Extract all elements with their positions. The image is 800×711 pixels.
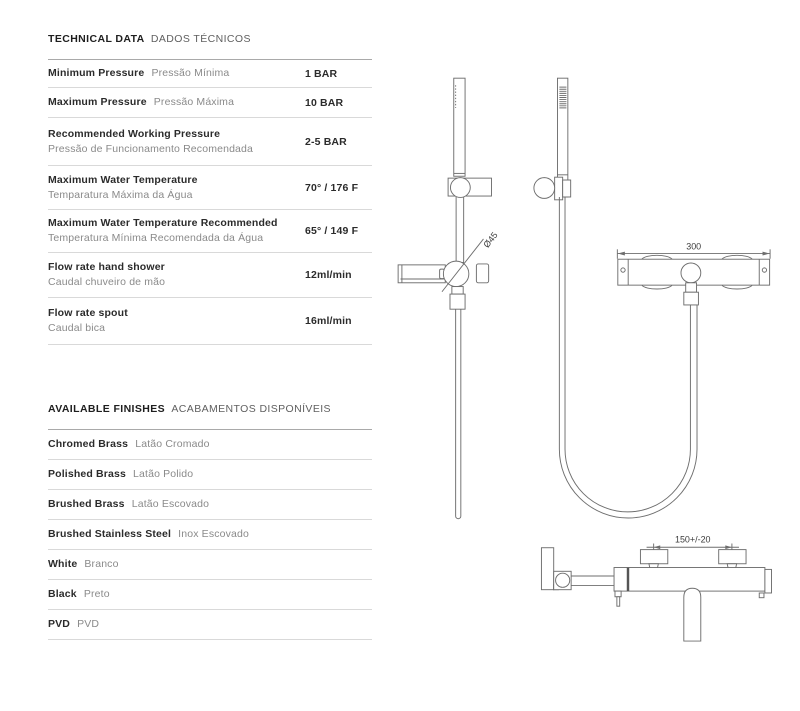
row-label: [48, 617, 372, 632]
drawing-bar-valve-side: [541, 535, 771, 642]
finish-name-pt: Inox Escovado: [178, 528, 249, 541]
row-label-pt: Caudal bica: [48, 322, 106, 334]
row-label: [48, 260, 305, 289]
row-label: [48, 527, 372, 542]
row-value: 2-5 BAR: [305, 135, 347, 148]
technical-data-rows: [48, 60, 372, 345]
table-row: [48, 88, 372, 118]
table-row: [48, 490, 372, 520]
row-label-pt: Pressão Mínima: [151, 67, 230, 80]
table-row: [48, 166, 372, 210]
holder-bracket: [563, 180, 571, 197]
row-label-en: Minimum Pressure: [48, 67, 145, 80]
holder-bracket: [555, 177, 563, 200]
spout: [684, 588, 701, 641]
row-label-en: Flow rate spout: [48, 307, 128, 320]
hose-connector: [684, 292, 699, 305]
row-value: 70° / 176 F: [305, 181, 359, 194]
available-finishes-header: [48, 403, 372, 430]
finish-name-pt: Latão Cromado: [135, 438, 210, 451]
row-value: 12ml/min: [305, 269, 352, 281]
row-label: [48, 127, 305, 156]
row-label-en: Maximum Water Temperature: [48, 173, 198, 186]
row-label: [48, 557, 372, 572]
holder-knob: [450, 178, 470, 198]
finish-name-en: PVD: [48, 618, 71, 631]
finish-name-pt: Latão Escovado: [131, 498, 210, 511]
table-row: [48, 253, 372, 298]
finish-name-en: Polished Brass: [48, 468, 126, 481]
row-label-en: Flow rate hand shower: [48, 261, 165, 274]
row-label-en: Maximum Water Temperature Recommended: [48, 217, 278, 230]
row-value: 65° / 149 F: [305, 225, 359, 237]
diverter-lever: [617, 597, 620, 606]
table-row: [48, 210, 372, 253]
inlet-flange: [640, 550, 667, 564]
section-title-en: AVAILABLE FINISHES: [48, 403, 166, 415]
table-row: [48, 550, 372, 580]
row-label: [48, 306, 305, 335]
hose-connector: [686, 283, 697, 292]
spout: [398, 265, 445, 283]
row-value: 10 BAR: [305, 96, 344, 109]
finish-name-en: Brushed Brass: [48, 498, 125, 511]
finish-name-en: Chromed Brass: [48, 438, 129, 451]
hose-connector: [452, 287, 463, 295]
wall-plate: [541, 548, 553, 590]
row-value: 1 BAR: [305, 67, 338, 80]
valve-bar: [614, 568, 765, 592]
shower-hose-inner: [565, 197, 690, 512]
row-label: [48, 467, 372, 482]
hose-connector: [450, 294, 465, 309]
wall-flange: [642, 255, 672, 259]
dimension-label-inlet-spacing: 150+/-20: [674, 534, 711, 545]
row-label: [48, 587, 372, 602]
table-row: [48, 298, 372, 345]
wall-flange: [722, 285, 752, 289]
control-knob: [476, 264, 488, 283]
row-value: 16ml/min: [305, 315, 352, 327]
drawing-hand-shower-side: [534, 78, 697, 518]
slide-rail: [456, 196, 464, 262]
section-title-en: TECHNICAL DATA: [48, 33, 145, 45]
holder-knob: [556, 573, 570, 587]
row-label: [48, 66, 305, 81]
row-label-pt: Pressão de Funcionamento Recomendada: [48, 142, 254, 155]
technical-drawings: [380, 40, 800, 700]
drawing-shower-set-front: [398, 78, 500, 519]
row-label-pt: Pressão Máxima: [153, 96, 235, 109]
row-label: [48, 437, 372, 452]
row-label: [48, 173, 305, 202]
row-label: [48, 95, 305, 110]
finish-name-en: Brushed Stainless Steel: [48, 528, 172, 541]
table-row: [48, 460, 372, 490]
row-label-pt: Caudal chuveiro de mão: [48, 276, 166, 288]
table-row: [48, 60, 372, 88]
row-label: [48, 497, 372, 512]
drawing-bar-valve-front: [617, 241, 770, 305]
dimension-label-bar-width: 300: [686, 241, 702, 252]
row-label-pt: Temperatura Mínima Recomendada da Água: [48, 232, 264, 244]
technical-data-header: [48, 33, 372, 60]
row-label-en: Maximum Pressure: [48, 96, 147, 109]
control-knob: [681, 263, 701, 283]
available-finishes-section: [48, 403, 372, 640]
row-label: [48, 216, 305, 245]
section-title-pt: ACABAMENTOS DISPONÍVEIS: [171, 403, 331, 415]
table-row: [48, 580, 372, 610]
holder-knob: [534, 178, 555, 199]
shower-hose-outer: [559, 197, 697, 518]
table-row: [48, 520, 372, 550]
wall-flange: [722, 255, 752, 259]
section-title-pt: DADOS TÉCNICOS: [150, 33, 251, 45]
available-finishes-rows: [48, 430, 372, 640]
wall-flange: [642, 285, 672, 289]
finish-name-pt: Preto: [83, 588, 110, 601]
row-label-en: Recommended Working Pressure: [48, 127, 221, 140]
technical-data-section: [48, 33, 372, 345]
finish-name-pt: Latão Polido: [133, 468, 194, 481]
table-row: [48, 430, 372, 460]
end-cap: [765, 569, 772, 593]
finish-name-en: Black: [48, 588, 77, 601]
finish-name-en: White: [48, 558, 78, 571]
table-row: [48, 610, 372, 640]
row-label-pt: Temparatura Máxima da Água: [48, 188, 193, 201]
table-row: [48, 118, 372, 166]
inlet-flange: [719, 550, 746, 564]
finish-name-pt: PVD: [77, 618, 100, 631]
diverter-lever: [615, 591, 621, 597]
finish-name-pt: Branco: [84, 558, 119, 571]
shower-hose: [456, 309, 461, 519]
dimension-label-diameter: Ø45: [481, 230, 500, 250]
